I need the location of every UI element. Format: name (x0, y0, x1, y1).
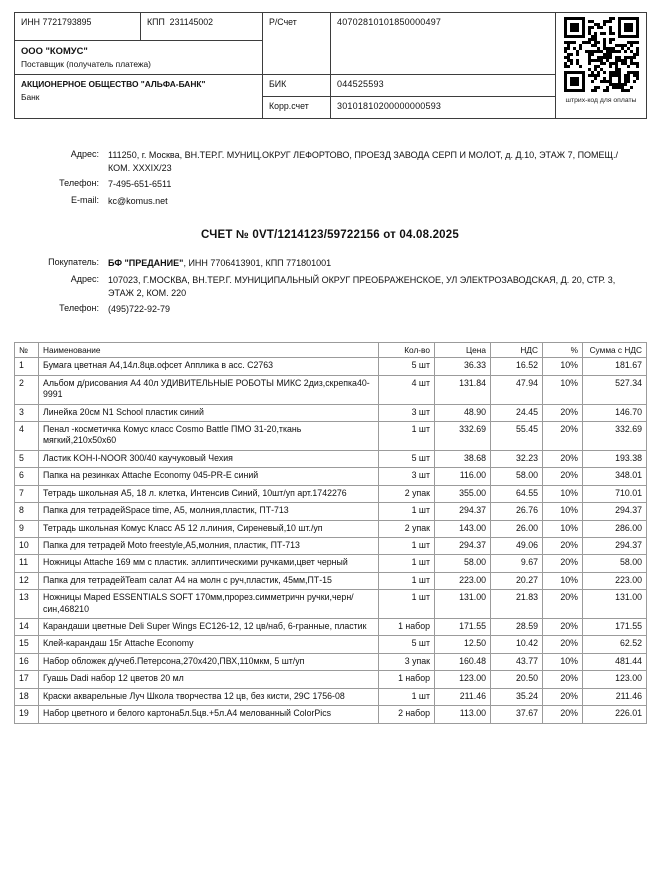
item-vat: 26.00 (491, 520, 543, 537)
buyer-block (14, 257, 646, 315)
item-vat: 9.67 (491, 555, 543, 572)
items-table (14, 342, 647, 724)
inn-value: 7721793895 (42, 17, 92, 27)
item-total: 332.69 (583, 421, 647, 450)
header-name: Наименование (39, 342, 379, 358)
item-name: Ножницы Maped ESSENTIALS SOFT 170мм,прорез.симметричн ручки,черн/син,468210 (39, 590, 379, 619)
invoice-title: СЧЕТ № 0VT/1214123/59722156 от 04.08.2025 (201, 229, 459, 242)
qr-caption: штрих-код для оплаты (565, 97, 637, 104)
item-price: 355.00 (435, 485, 491, 502)
bank-name: АКЦИОНЕРНОЕ ОБЩЕСТВО "АЛЬФА-БАНК" (21, 79, 206, 89)
item-name: Гуашь Dadi набор 12 цветов 20 мл (39, 671, 379, 688)
buyer-name: БФ "ПРЕДАНИЕ" (108, 258, 184, 269)
table-row (15, 468, 647, 485)
item-price: 211.46 (435, 688, 491, 705)
table-row (15, 688, 647, 705)
item-vat: 64.55 (491, 485, 543, 502)
table-row (15, 653, 647, 670)
buyer-details: , ИНН 7706413901, КПП 771801001 (183, 258, 332, 269)
table-row (15, 555, 647, 572)
bank-role: Банк (21, 92, 40, 102)
item-vat: 37.67 (491, 706, 543, 723)
header-price: Цена (435, 342, 491, 358)
account-label-cell (263, 13, 331, 75)
inn-label: ИНН (21, 17, 41, 27)
item-vat-rate: 20% (543, 688, 583, 705)
corr-label-cell (263, 97, 331, 119)
item-vat: 20.50 (491, 671, 543, 688)
item-name: Ножницы Attache 169 мм с пластик. эллиптическими ручками,цвет черный (39, 555, 379, 572)
item-number: 14 (15, 619, 39, 636)
item-qty: 1 шт (379, 688, 435, 705)
item-qty: 1 шт (379, 503, 435, 520)
supplier-address: 111250, г. Москва, ВН.ТЕР.Г. МУНИЦ.ОКРУГ ЛЕФОРТОВО, ПРОЕЗД ЗАВОДА СЕРП И МОЛОТ, д. Д.10, ЭТАЖ 7, ПОМЕЩ./КОМ. XXXIX/23 (108, 150, 618, 173)
item-total: 146.70 (583, 404, 647, 421)
item-vat-rate: 10% (543, 358, 583, 375)
item-number: 7 (15, 485, 39, 502)
item-vat: 43.77 (491, 653, 543, 670)
item-total: 181.67 (583, 358, 647, 375)
qr-code (564, 17, 639, 92)
bank-cell (15, 75, 263, 119)
item-total: 481.44 (583, 653, 647, 670)
item-name: Папка для тетрадейSpace time, А5, молния,пластик, ПТ-713 (39, 503, 379, 520)
item-name: Ластик KOH-I-NOOR 300/40 каучуковый Чехия (39, 450, 379, 467)
item-vat: 47.94 (491, 375, 543, 404)
item-price: 113.00 (435, 706, 491, 723)
item-name: Набор обложек д/учеб.Петерсона,270х420,ПВХ,110мкм, 5 шт/уп (39, 653, 379, 670)
item-qty: 1 набор (379, 619, 435, 636)
payment-qr-cell (556, 13, 647, 119)
supplier-cell (15, 41, 263, 75)
item-name: Набор цветного и белого картона5л.5цв.+5л.А4 мелованный ColorPics (39, 706, 379, 723)
item-total: 223.00 (583, 572, 647, 589)
item-vat: 32.23 (491, 450, 543, 467)
corr-label: Корр.счет (269, 101, 309, 111)
item-vat: 26.76 (491, 503, 543, 520)
buyer-address-label: Адрес: (70, 273, 99, 284)
table-row (15, 450, 647, 467)
item-name: Пенал -косметичка Комус класс Cosmo Battle ПМО 31-20,ткань мягкий,210х50х60 (39, 421, 379, 450)
item-name: Тетрадь школьная Комус Класс А5 12 л.линия, Сиреневый,10 шт./уп (39, 520, 379, 537)
item-vat-rate: 20% (543, 706, 583, 723)
item-vat-rate: 10% (543, 653, 583, 670)
item-price: 131.84 (435, 375, 491, 404)
table-row (15, 537, 647, 554)
item-vat-rate: 10% (543, 520, 583, 537)
item-vat: 49.06 (491, 537, 543, 554)
header-vat-rate: % (543, 342, 583, 358)
item-vat-rate: 10% (543, 375, 583, 404)
item-price: 12.50 (435, 636, 491, 653)
item-total: 710.01 (583, 485, 647, 502)
item-qty: 5 шт (379, 358, 435, 375)
item-qty: 5 шт (379, 636, 435, 653)
table-row (15, 358, 647, 375)
item-total: 131.00 (583, 590, 647, 619)
buyer-phone: (495)722-92-79 (108, 304, 171, 315)
item-total: 58.00 (583, 555, 647, 572)
bik-value: 044525593 (331, 75, 556, 97)
item-vat-rate: 20% (543, 619, 583, 636)
supplier-name: ООО "КОМУС" (21, 45, 88, 56)
item-vat-rate: 20% (543, 450, 583, 467)
item-vat: 21.83 (491, 590, 543, 619)
item-vat: 24.45 (491, 404, 543, 421)
item-qty: 5 шт (379, 450, 435, 467)
item-qty: 1 шт (379, 590, 435, 619)
item-qty: 4 шт (379, 375, 435, 404)
table-row (15, 375, 647, 404)
supplier-contacts (14, 149, 646, 207)
item-price: 36.33 (435, 358, 491, 375)
kpp-label: КПП (147, 17, 165, 27)
supplier-role: Поставщик (получатель платежа) (21, 59, 151, 69)
item-number: 18 (15, 688, 39, 705)
item-total: 294.37 (583, 537, 647, 554)
item-name: Тетрадь школьная А5, 18 л. клетка, Интенсив Синий, 10шт/уп арт.1742276 (39, 485, 379, 502)
item-vat: 55.45 (491, 421, 543, 450)
item-price: 160.48 (435, 653, 491, 670)
item-number: 4 (15, 421, 39, 450)
item-qty: 2 упак (379, 520, 435, 537)
buyer-phone-label: Телефон: (59, 303, 99, 314)
kpp-value: 231145002 (169, 17, 214, 27)
items-tbody (15, 358, 647, 723)
table-row (15, 485, 647, 502)
table-row (15, 590, 647, 619)
corr-value: 30101810200000000593 (331, 97, 556, 119)
item-price: 38.68 (435, 450, 491, 467)
item-vat-rate: 20% (543, 421, 583, 450)
item-total: 294.37 (583, 503, 647, 520)
item-price: 223.00 (435, 572, 491, 589)
item-qty: 1 шт (379, 537, 435, 554)
supplier-email-row (14, 195, 646, 208)
address-label: Адрес: (70, 149, 99, 159)
item-name: Папка для тетрадей Moto freestyle,А5,молния, пластик, ПТ-713 (39, 537, 379, 554)
item-price: 143.00 (435, 520, 491, 537)
buyer-phone-row (14, 303, 646, 316)
email-label: E-mail: (70, 194, 99, 205)
item-price: 171.55 (435, 619, 491, 636)
account-number: 40702810101850000497 (331, 13, 556, 75)
item-name: Альбом д/рисования А4 40л УДИВИТЕЛЬНЫЕ РОБОТЫ МИКС 2диз,скрепка40-9991 (39, 375, 379, 404)
buyer-value (108, 257, 640, 270)
table-row (15, 520, 647, 537)
item-qty: 3 упак (379, 653, 435, 670)
item-qty: 1 шт (379, 421, 435, 450)
item-vat: 10.42 (491, 636, 543, 653)
item-qty: 3 шт (379, 404, 435, 421)
item-name: Папка на резинках Attache Economy 045-PR-E синий (39, 468, 379, 485)
item-vat: 20.27 (491, 572, 543, 589)
item-number: 19 (15, 706, 39, 723)
item-vat-rate: 20% (543, 404, 583, 421)
supplier-email: kc@komus.net (108, 195, 168, 206)
item-name: Клей-карандаш 15г Attache Economy (39, 636, 379, 653)
phone-label: Телефон: (59, 178, 99, 189)
buyer-address-row (14, 274, 646, 299)
item-number: 11 (15, 555, 39, 572)
item-number: 16 (15, 653, 39, 670)
table-row (15, 503, 647, 520)
item-vat-rate: 20% (543, 468, 583, 485)
table-row (15, 404, 647, 421)
item-number: 13 (15, 590, 39, 619)
buyer-address: 107023, Г.МОСКВА, ВН.ТЕР.Г. МУНИЦИПАЛЬНЫЙ ОКРУГ ПРЕОБРАЖЕНСКОЕ, УЛ ЭЛЕКТРОЗАВОДСКАЯ, Д. 20, СТР. 3, ЭТАЖ 2, КОМ. 220 (108, 274, 616, 298)
item-price: 131.00 (435, 590, 491, 619)
header-quantity: Кол-во (379, 342, 435, 358)
item-number: 15 (15, 636, 39, 653)
item-number: 9 (15, 520, 39, 537)
item-qty: 2 набор (379, 706, 435, 723)
item-qty: 2 упак (379, 485, 435, 502)
item-qty: 1 шт (379, 572, 435, 589)
item-price: 123.00 (435, 671, 491, 688)
table-row (15, 572, 647, 589)
item-number: 10 (15, 537, 39, 554)
item-number: 6 (15, 468, 39, 485)
item-number: 17 (15, 671, 39, 688)
item-price: 294.37 (435, 503, 491, 520)
item-price: 58.00 (435, 555, 491, 572)
item-vat-rate: 20% (543, 555, 583, 572)
item-qty: 1 шт (379, 555, 435, 572)
item-total: 211.46 (583, 688, 647, 705)
account-label: Р/Счет (269, 17, 297, 27)
item-vat: 28.59 (491, 619, 543, 636)
item-price: 294.37 (435, 537, 491, 554)
item-name: Бумага цветная А4,14л.8цв.офсет Апплика в асс. С2763 (39, 358, 379, 375)
buyer-row (14, 257, 646, 270)
supplier-address-row (14, 149, 646, 174)
table-row (15, 421, 647, 450)
table-row (15, 619, 647, 636)
item-name: Краски акварельные Луч Школа творчества 12 цв, без кисти, 29С 1756-08 (39, 688, 379, 705)
item-number: 2 (15, 375, 39, 404)
table-row (15, 706, 647, 723)
items-header-row (15, 342, 647, 358)
item-vat-rate: 10% (543, 572, 583, 589)
buyer-label: Покупатель: (48, 257, 99, 268)
item-qty: 1 набор (379, 671, 435, 688)
header-total: Сумма с НДС (583, 342, 647, 358)
item-total: 193.38 (583, 450, 647, 467)
item-vat: 16.52 (491, 358, 543, 375)
table-row (15, 671, 647, 688)
item-total: 171.55 (583, 619, 647, 636)
supplier-phone: 7-495-651-6511 (108, 179, 172, 190)
item-vat-rate: 20% (543, 537, 583, 554)
bik-label: БИК (269, 79, 287, 89)
item-number: 8 (15, 503, 39, 520)
item-number: 12 (15, 572, 39, 589)
item-price: 116.00 (435, 468, 491, 485)
item-vat-rate: 20% (543, 590, 583, 619)
item-number: 1 (15, 358, 39, 375)
item-total: 123.00 (583, 671, 647, 688)
bik-label-cell (263, 75, 331, 97)
table-row (15, 636, 647, 653)
supplier-phone-row (14, 178, 646, 191)
item-vat: 35.24 (491, 688, 543, 705)
supplier-kpp-cell (141, 13, 263, 41)
item-name: Папка для тетрадейTeam салат А4 на молн с руч,пластик, 45мм,ПТ-15 (39, 572, 379, 589)
item-total: 286.00 (583, 520, 647, 537)
item-vat-rate: 20% (543, 671, 583, 688)
item-number: 5 (15, 450, 39, 467)
item-name: Карандаши цветные Deli Super Wings EC126-12, 12 цв/наб, 6-гранные, пластик (39, 619, 379, 636)
item-vat: 58.00 (491, 468, 543, 485)
item-vat-rate: 10% (543, 485, 583, 502)
header-vat: НДС (491, 342, 543, 358)
item-qty: 3 шт (379, 468, 435, 485)
item-vat-rate: 20% (543, 636, 583, 653)
item-total: 62.52 (583, 636, 647, 653)
bank-details-table (14, 12, 647, 119)
item-number: 3 (15, 404, 39, 421)
item-total: 226.01 (583, 706, 647, 723)
supplier-inn-cell (15, 13, 141, 41)
item-total: 348.01 (583, 468, 647, 485)
item-price: 332.69 (435, 421, 491, 450)
item-total: 527.34 (583, 375, 647, 404)
item-price: 48.90 (435, 404, 491, 421)
header-number: № (15, 342, 39, 358)
item-name: Линейка 20см N1 School пластик синий (39, 404, 379, 421)
item-vat-rate: 10% (543, 503, 583, 520)
